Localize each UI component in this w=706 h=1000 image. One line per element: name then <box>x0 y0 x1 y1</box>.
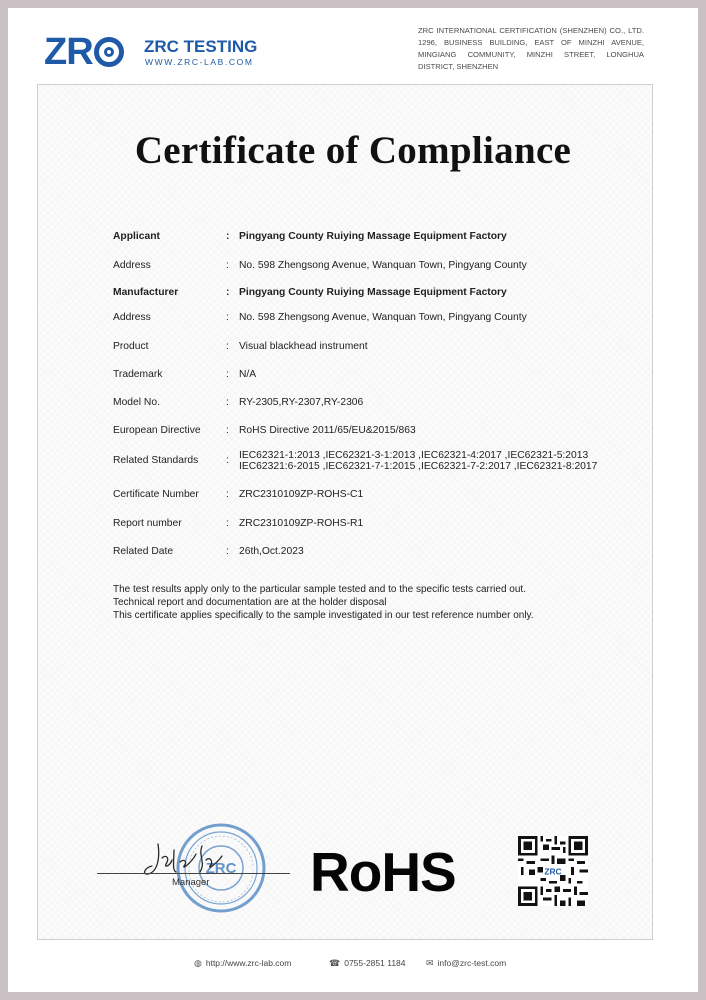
field-colon: : <box>226 341 229 352</box>
qr-code <box>518 836 588 906</box>
note-line: The test results apply only to the particular sample tested and to the specific tests carried out. <box>113 584 526 595</box>
field-value-line2: IEC62321:6-2015 ,IEC62321-7-1:2015 ,IEC62321-7-2:2017 ,IEC62321-8:2017 <box>239 461 598 472</box>
field-colon: : <box>226 231 230 242</box>
field-value: N/A <box>239 369 257 380</box>
field-label: Address <box>113 312 151 323</box>
field-colon: : <box>226 369 229 380</box>
seal-text: ZRC <box>205 860 237 877</box>
field-value: Visual blackhead instrument <box>239 341 368 352</box>
field-value: ZRC2310109ZP-ROHS-C1 <box>239 489 364 500</box>
field-colon: : <box>226 287 230 298</box>
note-line: This certificate applies specifically to the sample investigated in our test reference number only. <box>113 610 534 621</box>
rohs-mark: RoHS <box>310 841 456 903</box>
globe-icon: ◍ <box>194 958 202 968</box>
field-value-line1: IEC62321-1:2013 ,IEC62321-3-1:2013 ,IEC62321-4:2017 ,IEC62321-5:2013 <box>239 450 589 461</box>
footer-email-text: info@zrc-test.com <box>437 958 507 968</box>
footer-email[interactable] <box>426 958 506 969</box>
company-address: ZRC INTERNATIONAL CERTIFICATION (SHENZHEN) CO., LTD. 1296, BUSINESS BUILDING, EAST OF MINZHI AVENUE, MINGIANG COMMUNITY, MINZHI STREET, LONGHUA DISTRICT, SHENZHEN <box>418 26 644 71</box>
field-label: Related Date <box>113 546 174 557</box>
qr-logo: ZRC <box>544 866 562 877</box>
phone-icon: ☎ <box>329 958 341 968</box>
compliance-notes <box>113 583 534 622</box>
manager-label: Manager <box>172 877 210 888</box>
field-colon: : <box>226 455 229 466</box>
field-value: No. 598 Zhengsong Avenue, Wanquan Town, Pingyang County <box>239 260 527 271</box>
field-label: Address <box>113 260 151 271</box>
note-line: Technical report and documentation are at the holder disposal <box>113 597 387 608</box>
field-value: Pingyang County Ruiying Massage Equipment Factory <box>239 287 507 298</box>
signature-line <box>97 873 290 874</box>
footer-website-text: http://www.zrc-lab.com <box>205 958 292 968</box>
brand-name: ZRC TESTING <box>144 37 258 56</box>
field-label: Certificate Number <box>113 489 199 500</box>
field-value: 26th,Oct.2023 <box>239 546 304 557</box>
field-label: Related Standards <box>113 455 199 466</box>
mail-icon: ✉ <box>426 958 434 968</box>
field-value: ZRC2310109ZP-ROHS-R1 <box>239 518 364 529</box>
field-colon: : <box>226 489 229 500</box>
field-label: Model No. <box>113 397 160 408</box>
field-label: Trademark <box>113 369 163 380</box>
field-label: Report number <box>113 518 182 529</box>
field-value: RoHS Directive 2011/65/EU&2015/863 <box>239 425 416 436</box>
logo-ring-icon <box>94 37 124 67</box>
field-colon: : <box>226 260 229 271</box>
field-value: Pingyang County Ruiying Massage Equipment Factory <box>239 231 507 242</box>
zrc-logo <box>44 30 284 75</box>
footer-phone <box>329 958 406 969</box>
manager-signature <box>140 832 260 882</box>
footer-website[interactable] <box>194 958 291 969</box>
field-value: RY-2305,RY-2307,RY-2306 <box>239 397 364 408</box>
field-colon: : <box>226 425 229 436</box>
field-colon: : <box>226 518 229 529</box>
field-label: Manufacturer <box>113 287 179 298</box>
logo-mark: Z R <box>44 30 125 74</box>
field-value: No. 598 Zhengsong Avenue, Wanquan Town, Pingyang County <box>239 312 527 323</box>
field-label: Applicant <box>113 231 160 242</box>
certificate-frame <box>37 84 653 940</box>
certificate-title: Certificate of Compliance <box>134 129 572 172</box>
brand-website: WWW.ZRC-LAB.COM <box>145 57 254 67</box>
field-label: European Directive <box>113 425 201 436</box>
field-label: Product <box>113 341 149 352</box>
field-colon: : <box>226 546 229 557</box>
field-colon: : <box>226 312 229 323</box>
field-colon: : <box>226 397 229 408</box>
footer-phone-text: 0755-2851 1184 <box>344 958 406 968</box>
